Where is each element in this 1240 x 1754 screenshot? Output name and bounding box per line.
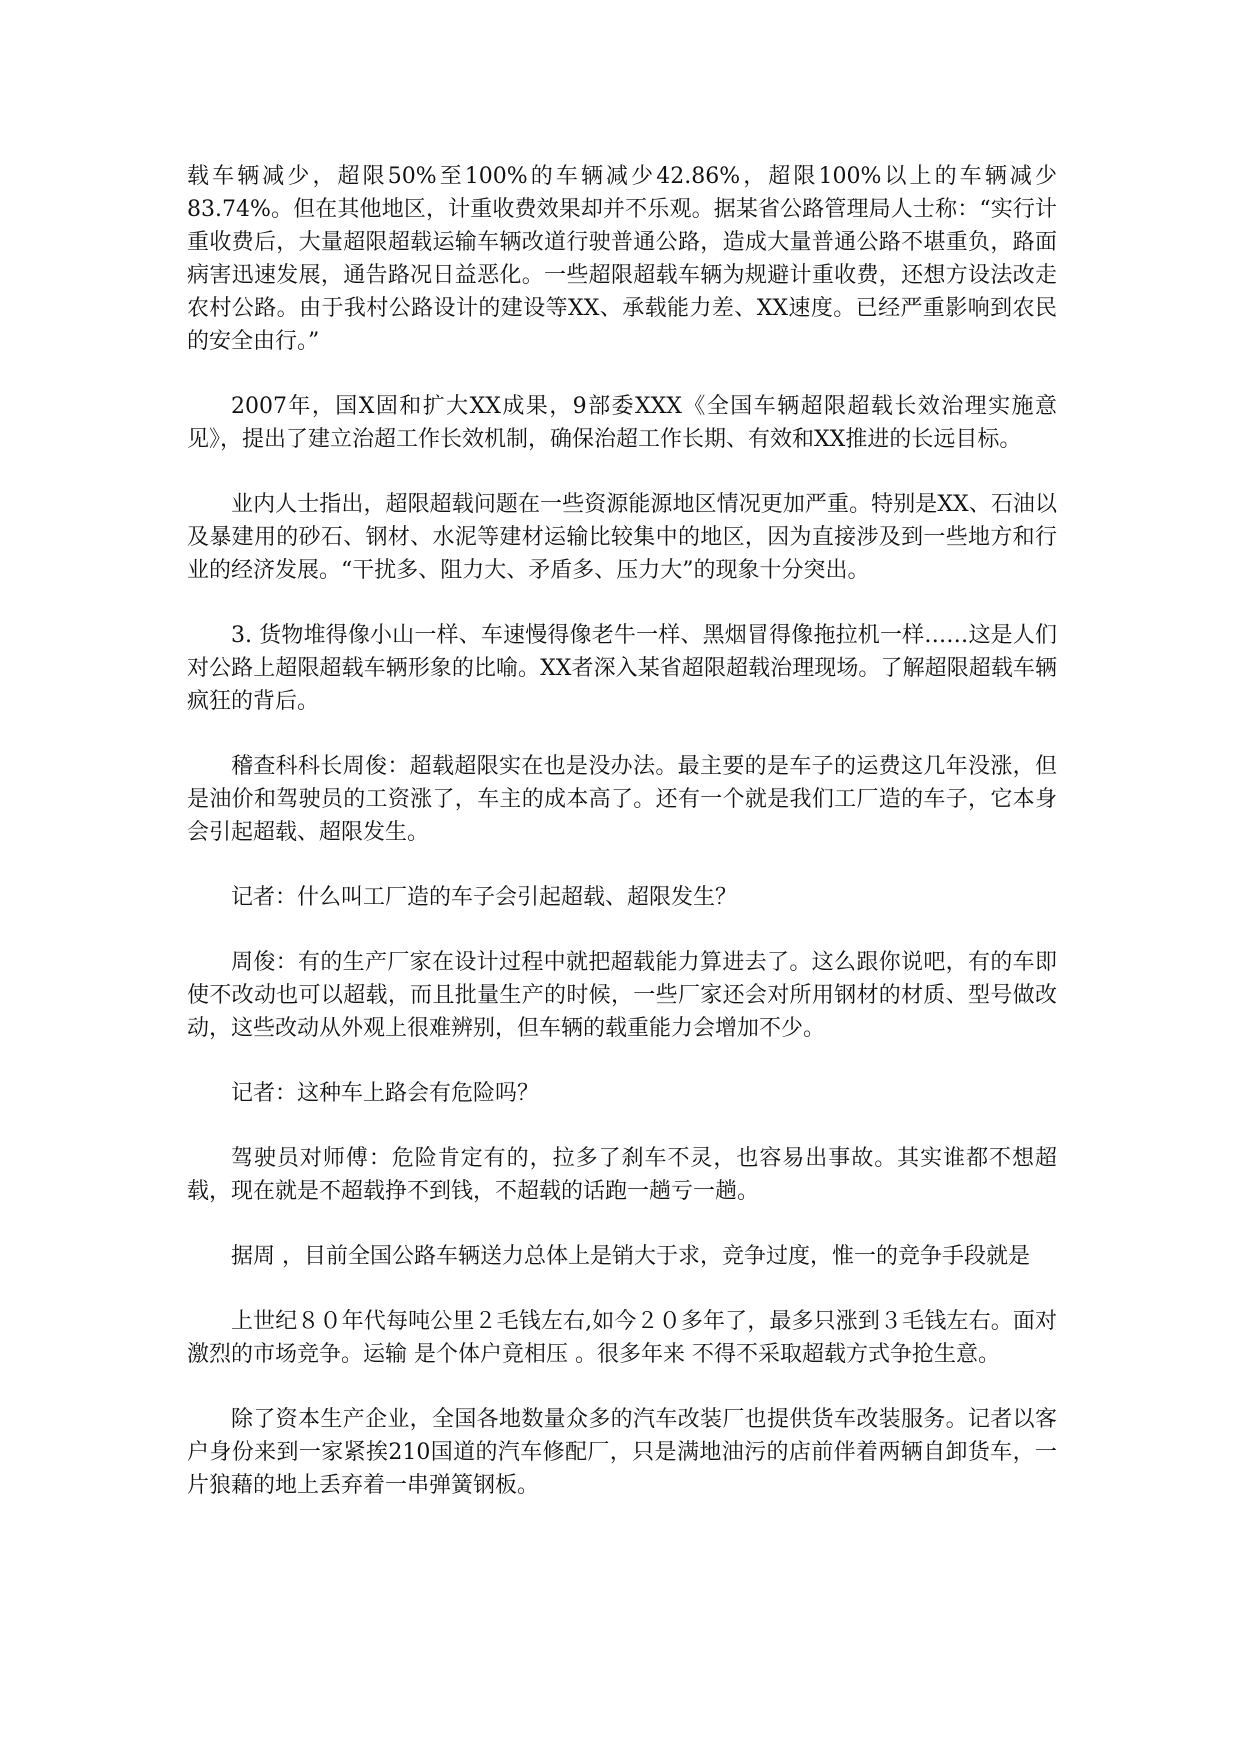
- paragraph-10: 据周 ，目前全国公路车辆送力总体上是销大于求，竞争过度，惟一的竞争手段就是: [231, 1244, 1030, 1269]
- paragraph-1: 载车辆减少，超限50%至100%的车辆减少42.86%，超限100%以上的车辆减少83.74%。但在其他地区，计重收费效果却并不乐观。据某省公路管理局人士称：“实行计重收费后，大量超限超载运输车辆改道行驶普通公路，造成大量普通公路不堪重负，路面病害迅速发展，通告路况日益恶化。一些超限超载车辆为规避计重收费，还想方设法改走农村公路。由于我村公路设计的建设等XX、承载能力差、XX速度。已经严重影响到农民的安全由行。”: [187, 164, 1057, 354]
- paragraph-3: 业内人士指出，超限超载问题在一些资源能源地区情况更加严重。特别是XX、石油以及暴建用的砂石、钢材、水泥等建材运输比较集中的地区，因为直接涉及到一些地方和行业的经济发展。“干扰多、阻力大、矛盾多、压力大”的现象十分突出。: [187, 492, 1057, 583]
- paragraph-11: 上世纪８０年代每吨公里２毛钱左右,如今２０多年了，最多只涨到３毛钱左右。面对激烈的市场竞争。运输 是个体户竟相压 。很多年来 不得不采取超载方式争抢生意。: [187, 1309, 1057, 1367]
- paragraph-4: 3. 货物堆得像小山一样、车速慢得像老牛一样、黑烟冒得像拖拉机一样……这是人们对公路上超限超载车辆形象的比喻。XX者深入某省超限超载治理现场。了解超限超载车辆疯狂的背后。: [187, 623, 1057, 714]
- paragraph-8: 记者：这种车上路会有危险吗？: [231, 1081, 540, 1106]
- document-page: [187, 160, 1057, 1502]
- paragraph-9: 驾驶员对师傅：危险肯定有的，拉多了刹车不灵，也容易出事故。其实谁都不想超载，现在就是不超载挣不到钱，不超载的话跑一趟亏一趟。: [187, 1146, 1057, 1204]
- paragraph-7: 周俊：有的生产厂家在设计过程中就把超载能力算进去了。这么跟你说吧，有的车即使不改动也可以超载，而且批量生产的时候，一些厂家还会对所用钢材的材质、型号做改动，这些改动从外观上很难辨别，但车辆的载重能力会增加不少。: [187, 950, 1057, 1041]
- paragraph-5: 稽查科科长周俊：超载超限实在也是没办法。最主要的是车子的运费这几年没涨，但是油价和驾驶员的工资涨了，车主的成本高了。还有一个就是我们工厂造的车子，它本身会引起超载、超限发生。: [187, 754, 1057, 845]
- paragraph-12: 除了资本生产企业，全国各地数量众多的汽车改装厂也提供货车改装服务。记者以客户身份来到一家紧挨210国道的汽车修配厂，只是满地油污的店前伴着两辆自卸货车，一片狼藉的地上丢弃着一串弹簧钢板。: [187, 1407, 1057, 1498]
- paragraph-6: 记者：什么叫工厂造的车子会引起超载、超限发生？: [231, 885, 738, 910]
- paragraph-2: 2007年，国X固和扩大XX成果，9部委XXX《全国车辆超限超载长效治理实施意见》，提出了建立治超工作长效机制，确保治超工作长期、有效和XX推进的长远目标。: [187, 394, 1057, 452]
